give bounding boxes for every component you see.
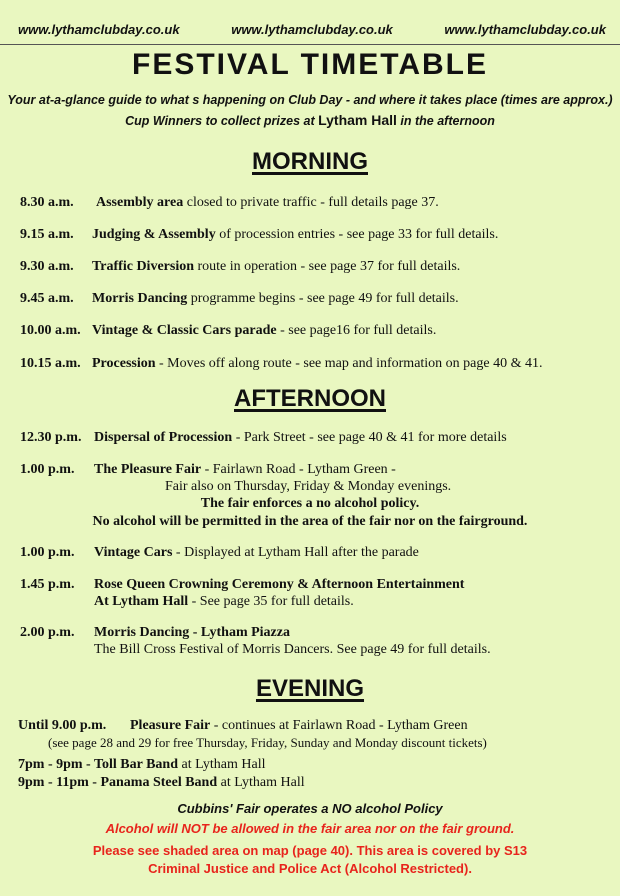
afternoon-heading: AFTERNOON: [234, 385, 386, 412]
morning-row: [20, 259, 610, 275]
morning-row: [20, 291, 610, 307]
discount-tickets-note: (see page 28 and 29 for free Thursday, Friday, Sunday and Monday discount tickets): [48, 735, 487, 750]
event-time: 2.00 p.m.: [20, 625, 75, 640]
event-title: Dispersal of Procession: [94, 430, 233, 445]
event-title: Rose Queen Crowning Ceremony & Afternoon Entertainment: [94, 577, 465, 592]
event-title: Vintage & Classic Cars parade: [92, 323, 277, 338]
event-time: Until 9.00 p.m.: [18, 718, 107, 733]
event-time: 12.30 p.m.: [20, 430, 82, 445]
morning-row: [20, 323, 610, 339]
url-link-left[interactable]: www.lythamclubday.co.uk: [18, 22, 180, 37]
header-divider: [0, 44, 620, 45]
header-urls: [18, 22, 606, 37]
event-time: 1.45 p.m.: [20, 577, 75, 592]
morning-row: [20, 195, 610, 211]
morning-heading: MORNING: [252, 148, 368, 175]
event-time: 1.00 p.m.: [20, 545, 75, 560]
event-title: Vintage Cars: [94, 545, 173, 560]
event-title: Assembly area: [96, 195, 184, 210]
event-title: Morris Dancing - Lytham Piazza: [94, 625, 290, 640]
restricted-area-act: Criminal Justice and Police Act (Alcohol Restricted).: [148, 861, 472, 876]
evening-heading: EVENING: [255, 675, 365, 702]
event-details: - continues at Fairlawn Road - Lytham Green: [210, 718, 468, 733]
afternoon-row: [20, 430, 610, 446]
event-title: Judging & Assembly: [92, 227, 216, 242]
afternoon-row: [20, 545, 610, 561]
rose-queen-location: [94, 594, 354, 610]
fair-extra-evenings: Fair also on Thursday, Friday & Monday evenings.: [165, 479, 452, 494]
event-details: at Lytham Hall: [178, 757, 266, 772]
event-details: of procession entries - see page 33 for full details.: [215, 227, 499, 242]
fair-alcohol-policy: The fair enforces a no alcohol policy.: [200, 496, 420, 511]
event-details: closed to private traffic - full details page 37.: [183, 195, 439, 210]
event-details: - Displayed at Lytham Hall after the parade: [172, 545, 419, 560]
event-title: Procession: [92, 356, 156, 371]
event-time: 10.15 a.m.: [20, 356, 81, 371]
alcohol-policy-note: Cubbins' Fair operates a NO alcohol Policy: [177, 801, 443, 816]
event-time: 1.00 p.m.: [20, 462, 75, 477]
event-time: 9.30 a.m.: [20, 259, 74, 274]
event-details: - See page 35 for full details.: [188, 594, 354, 609]
afternoon-row: [20, 462, 610, 478]
intro-text: Your at-a-glance guide to what s happening on Club Day - and where it takes place (times are approx.): [7, 93, 613, 107]
event-time: 9.15 a.m.: [20, 227, 74, 242]
cup-winners-text: Cup Winners to collect prizes at: [125, 114, 319, 128]
morning-row: [20, 356, 610, 372]
cup-winners-suffix: in the afternoon: [396, 114, 495, 128]
event-time: 8.30 a.m.: [20, 195, 74, 210]
event-details: - Fairlawn Road - Lytham Green -: [201, 462, 396, 477]
event-location: At Lytham Hall: [94, 594, 189, 609]
toll-bar-band: [18, 757, 266, 773]
event-title: Morris Dancing: [92, 291, 188, 306]
fair-alcohol-ban: No alcohol will be permitted in the area of the fair nor on the fairground.: [92, 514, 528, 529]
event-title: 7pm - 9pm - Toll Bar Band: [18, 757, 179, 772]
event-time: 9.45 a.m.: [20, 291, 74, 306]
afternoon-row: [20, 625, 610, 641]
url-link-center[interactable]: www.lythamclubday.co.uk: [231, 22, 393, 37]
morning-row: [20, 227, 610, 243]
alcohol-warning: Alcohol will NOT be allowed in the fair area nor on the fair ground.: [105, 821, 515, 836]
event-details: at Lytham Hall: [217, 775, 305, 790]
page-title: FESTIVAL TIMETABLE: [132, 48, 488, 81]
event-details: programme begins - see page 49 for full details.: [187, 291, 459, 306]
event-details: route in operation - see page 37 for full details.: [194, 259, 461, 274]
morris-festival-details: The Bill Cross Festival of Morris Dancers. See page 49 for full details.: [94, 642, 491, 657]
event-details: - Moves off along route - see map and information on page 40 & 41.: [155, 356, 543, 371]
restricted-area-note: Please see shaded area on map (page 40). This area is covered by S13: [92, 843, 528, 858]
lytham-hall-label: Lytham Hall: [318, 112, 397, 128]
event-title: The Pleasure Fair: [94, 462, 202, 477]
panama-steel-band: [18, 775, 305, 791]
event-title: Traffic Diversion: [92, 259, 194, 274]
evening-row: [18, 718, 610, 734]
url-link-right[interactable]: www.lythamclubday.co.uk: [444, 22, 606, 37]
cup-winners-note: [0, 112, 620, 128]
event-details: - see page16 for full details.: [276, 323, 437, 338]
event-title: 9pm - 11pm - Panama Steel Band: [18, 775, 218, 790]
event-time: 10.00 a.m.: [20, 323, 81, 338]
event-details: - Park Street - see page 40 & 41 for more details: [232, 430, 507, 445]
afternoon-row: [20, 577, 610, 593]
event-title: Pleasure Fair: [130, 718, 211, 733]
